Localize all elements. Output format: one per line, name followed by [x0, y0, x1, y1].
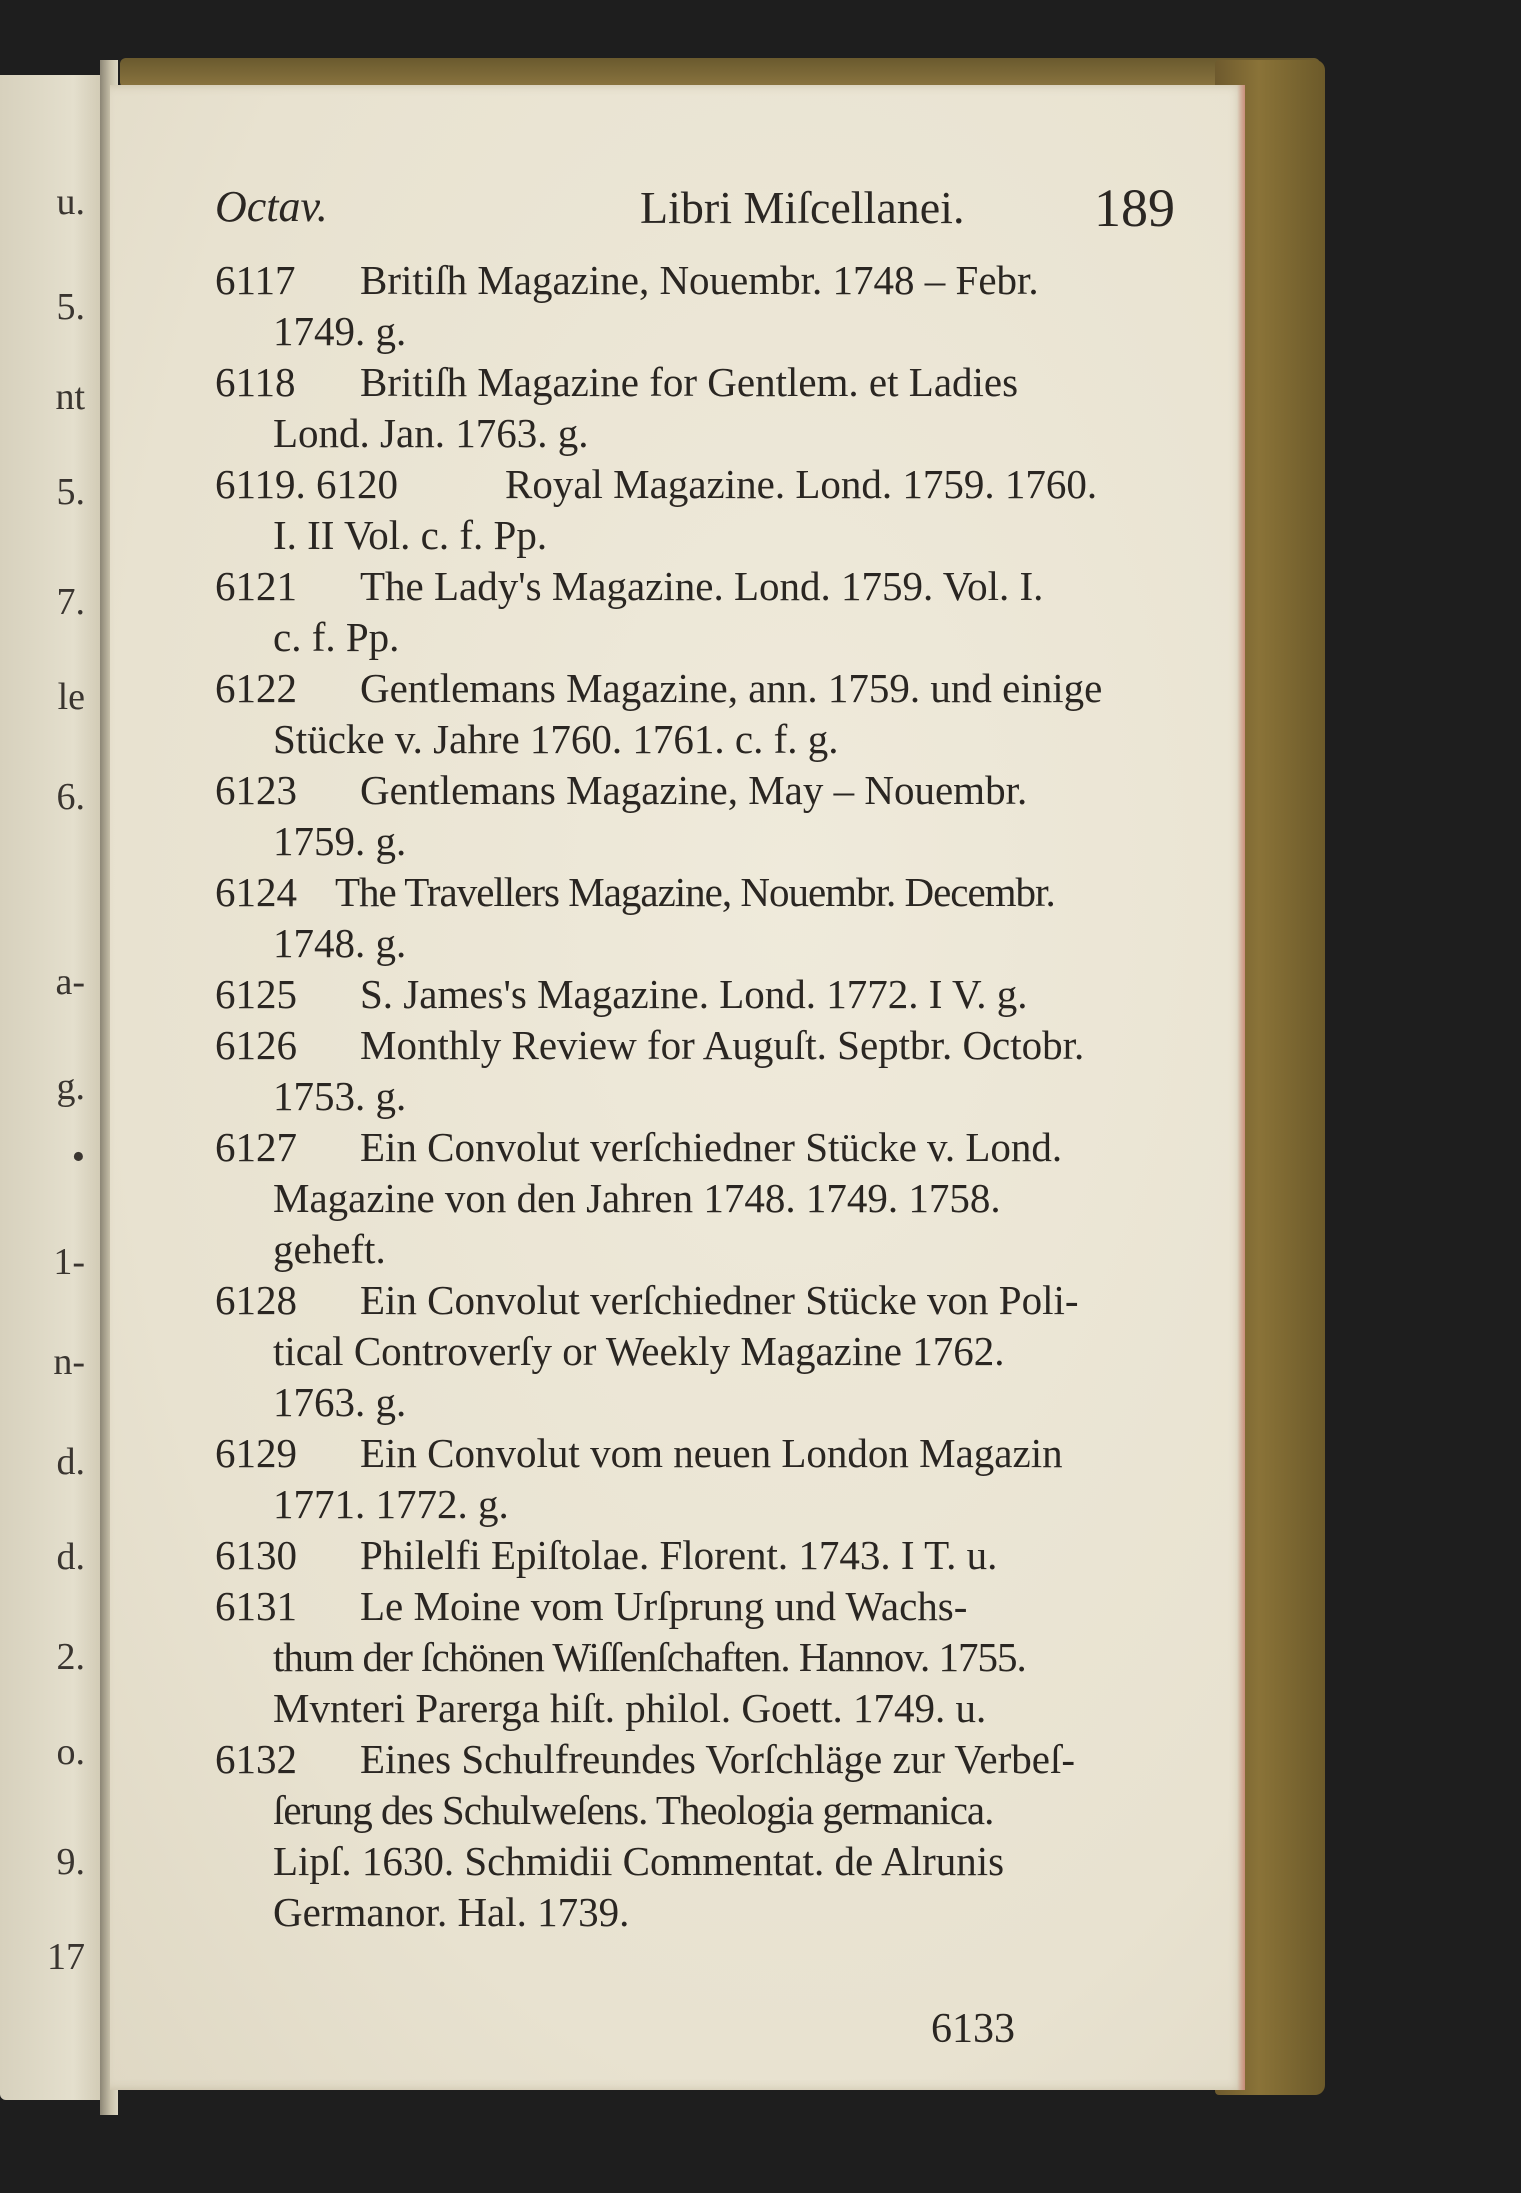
- entry-text: 1753. g.: [273, 1073, 407, 1119]
- entry-number: 6132: [215, 1736, 297, 1782]
- entry-text: ſerung des Schulweſens. Theologia germanica.: [273, 1787, 994, 1833]
- left-fragment: u.: [56, 181, 85, 223]
- left-fragment: 9.: [56, 1841, 85, 1883]
- entry-number: 6128: [215, 1277, 297, 1323]
- left-fragment: g.: [56, 1066, 85, 1108]
- entry-text: Lond. Jan. 1763. g.: [273, 410, 589, 456]
- catalog-entry: [215, 663, 1175, 765]
- entry-text: 1771. 1772. g.: [273, 1481, 509, 1527]
- catalog-entry: [215, 867, 1175, 969]
- page-number: 189: [1094, 178, 1175, 238]
- entry-text: Royal Magazine. Lond. 1759. 1760.: [505, 461, 1098, 507]
- running-header: [215, 173, 1175, 243]
- entry-text: The Travellers Magazine, Nouembr. Decembr.: [335, 869, 1055, 915]
- entry-number: 6119. 6120: [215, 461, 398, 507]
- entry-number: 6123: [215, 767, 297, 813]
- entry-text: Gentlemans Magazine, ann. 1759. und einige: [360, 665, 1103, 711]
- catalog-entry: [215, 1020, 1175, 1122]
- catalog-entry: [215, 1428, 1175, 1530]
- entry-text: geheft.: [273, 1226, 386, 1272]
- left-fragment: 5.: [56, 471, 85, 513]
- catalog-entry: [215, 1734, 1175, 1938]
- left-fragment: n-: [53, 1341, 85, 1383]
- catalog-page: [110, 85, 1245, 2090]
- entry-text: Ein Convolut vom neuen London Magazin: [360, 1430, 1063, 1476]
- entry-text: S. James's Magazine. Lond. 1772. I V. g.: [360, 971, 1028, 1017]
- entry-text: Lipſ. 1630. Schmidii Commentat. de Alrunis: [273, 1838, 1005, 1884]
- page-title: Libri Miſcellanei.: [640, 182, 965, 233]
- catalog-entry: [215, 1581, 1175, 1734]
- entry-number: 6130: [215, 1532, 297, 1578]
- catalog-entry: [215, 255, 1175, 357]
- entry-text: Ein Convolut verſchiedner Stücke von Poli-: [360, 1277, 1079, 1323]
- entry-list: [215, 255, 1175, 1938]
- entry-number: 6118: [215, 359, 296, 405]
- left-fragment: 17: [47, 1936, 85, 1978]
- left-fragment: d.: [56, 1536, 85, 1578]
- left-fragment: a-: [55, 961, 85, 1003]
- entry-text: Le Moine vom Urſprung und Wachs-: [360, 1583, 968, 1629]
- catchword: 6133: [931, 2006, 1015, 2052]
- catalog-entry: [215, 969, 1175, 1020]
- cover-top-edge: [120, 58, 1320, 88]
- entry-text: Britiſh Magazine, Nouembr. 1748 – Febr.: [360, 257, 1039, 303]
- catalog-entry: [215, 459, 1175, 561]
- entry-text: Ein Convolut verſchiedner Stücke v. Lond.: [360, 1124, 1063, 1170]
- entry-number: 6127: [215, 1124, 297, 1170]
- left-fragment: o.: [56, 1731, 85, 1773]
- catalog-entry: [215, 357, 1175, 459]
- entry-text: Monthly Review for Auguſt. Septbr. Octobr.: [360, 1022, 1085, 1068]
- entry-text: The Lady's Magazine. Lond. 1759. Vol. I.: [360, 563, 1044, 609]
- entry-number: 6117: [215, 257, 296, 303]
- left-fragment: 2.: [56, 1636, 85, 1678]
- entry-text: 1763. g.: [273, 1379, 407, 1425]
- entry-text: 1748. g.: [273, 920, 407, 966]
- left-fragment: 1-: [53, 1241, 85, 1283]
- entry-text: thum der ſchönen Wiſſenſchaften. Hannov. 1755.: [273, 1634, 1026, 1680]
- entry-text: c. f. Pp.: [273, 614, 400, 660]
- entry-number: 6122: [215, 665, 297, 711]
- entry-text: Magazine von den Jahren 1748. 1749. 1758.: [273, 1175, 1001, 1221]
- catalog-entry: [215, 1122, 1175, 1275]
- entry-text: Eines Schulfreundes Vorſchläge zur Verbeſ-: [360, 1736, 1076, 1782]
- catalog-entry: [215, 1275, 1175, 1428]
- entry-text: 1759. g.: [273, 818, 407, 864]
- catalog-entry: [215, 561, 1175, 663]
- left-fragment: le: [57, 676, 85, 718]
- entry-text: I. II Vol. c. f. Pp.: [273, 512, 548, 558]
- left-fragment: 6.: [56, 776, 85, 818]
- left-facing-page: [0, 75, 105, 2100]
- catalog-entry: [215, 765, 1175, 867]
- left-fragment: 5.: [56, 286, 85, 328]
- entry-text: tical Controverſy or Weekly Magazine 1762.: [273, 1328, 1005, 1374]
- entry-text: Germanor. Hal. 1739.: [273, 1889, 630, 1935]
- left-fragment: 7.: [56, 581, 85, 623]
- section-label: Octav.: [215, 182, 328, 231]
- left-fragment: •: [71, 1136, 85, 1178]
- catalog-entry: [215, 1530, 1175, 1581]
- entry-text: Mvnteri Parerga hiſt. philol. Goett. 1749. u.: [273, 1685, 987, 1731]
- entry-number: 6131: [215, 1583, 297, 1629]
- entry-number: 6124: [215, 869, 297, 915]
- entry-text: 1749. g.: [273, 308, 407, 354]
- entry-text: Stücke v. Jahre 1760. 1761. c. f. g.: [273, 716, 839, 762]
- left-fragment: d.: [56, 1441, 85, 1483]
- entry-text: Philelfi Epiſtolae. Florent. 1743. I T. u.: [360, 1532, 998, 1578]
- entry-number: 6125: [215, 971, 297, 1017]
- left-fragment: nt: [55, 376, 85, 418]
- entry-text: Britiſh Magazine for Gentlem. et Ladies: [360, 359, 1019, 405]
- entry-number: 6121: [215, 563, 297, 609]
- entry-number: 6129: [215, 1430, 297, 1476]
- entry-number: 6126: [215, 1022, 297, 1068]
- entry-text: Gentlemans Magazine, May – Nouembr.: [360, 767, 1028, 813]
